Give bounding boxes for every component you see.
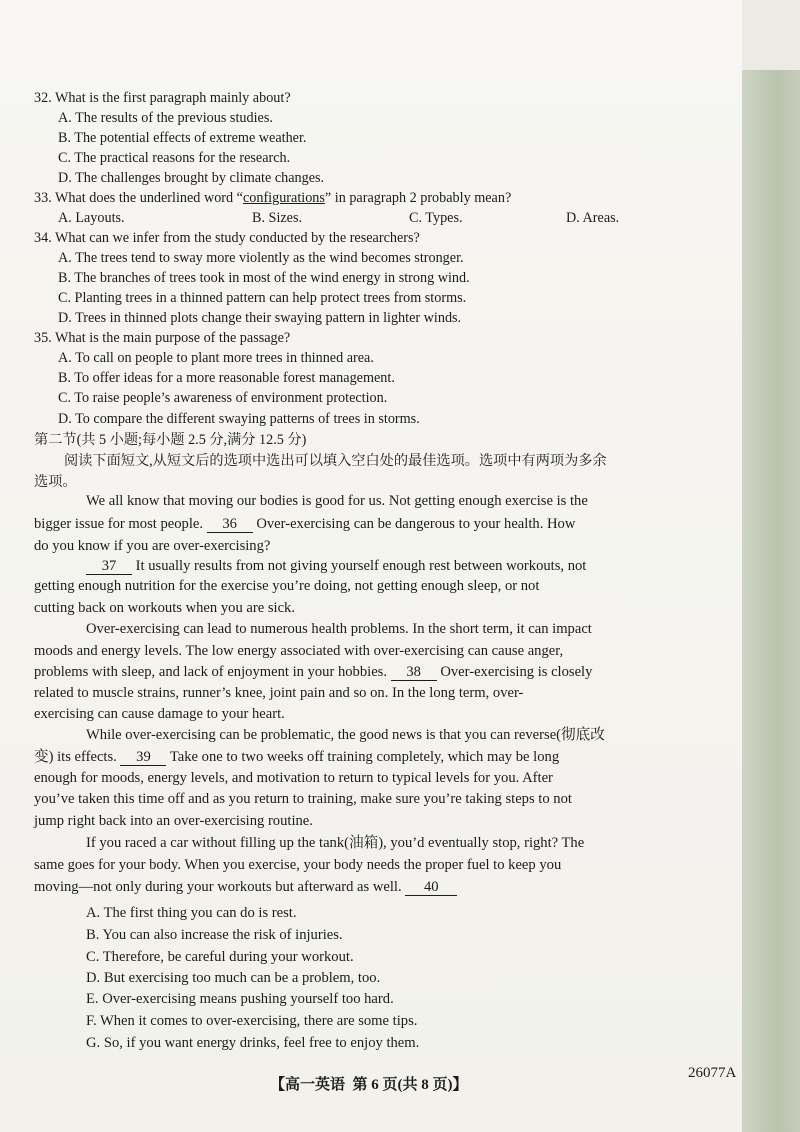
question-35-option-a: A. To call on people to plant more trees in thinned area. — [58, 350, 374, 366]
passage-p2-line2: getting enough nutrition for the exercise you’re doing, not getting enough sleep, or not — [34, 578, 540, 594]
question-33-option-b: B. Sizes. — [252, 210, 303, 226]
choice-c: C. Therefore, be careful during your workout. — [86, 949, 354, 965]
passage-p1-line1: We all know that moving our bodies is good for us. Not getting enough exercise is the — [86, 493, 588, 509]
passage-p2-line1: 37 It usually results from not giving yourself enough rest between workouts, not — [86, 557, 586, 575]
choice-d: D. But exercising too much can be a problem, too. — [86, 970, 381, 986]
question-35-option-c: C. To raise people’s awareness of environment protection. — [58, 390, 388, 406]
blank-37[interactable]: 37 — [86, 559, 132, 575]
blank-39[interactable]: 39 — [120, 750, 166, 766]
passage-p1-line2: bigger issue for most people. 36 Over-exercising can be dangerous to your health. How — [34, 516, 576, 532]
question-33-stem: 33. What does the underlined word “configurations” in paragraph 2 probably mean? — [34, 190, 512, 206]
question-33-option-c: C. Types. — [409, 210, 463, 226]
passage-p2-line3: cutting back on workouts when you are sick. — [34, 600, 296, 616]
question-35-option-b: B. To offer ideas for a more reasonable forest management. — [58, 370, 395, 386]
blank-36[interactable]: 36 — [207, 517, 253, 533]
passage-p4-line1: While over-exercising can be problematic, the good news is that you can reverse(彻底改 — [86, 727, 605, 743]
passage-p3-line1: Over-exercising can lead to numerous health problems. In the short term, it can impact — [86, 621, 592, 637]
section-2-instruction: 阅读下面短文,从短文后的选项中选出可以填入空白处的最佳选项。选项中有两项为多余 — [64, 453, 607, 469]
passage-p3-line3: problems with sleep, and lack of enjoyment in your hobbies. 38 Over-exercising is closely — [34, 664, 593, 680]
background-green-sheet — [742, 70, 800, 1132]
question-32-option-c: C. The practical reasons for the research. — [58, 150, 291, 166]
choice-f: F. When it comes to over-exercising, there are some tips. — [86, 1013, 418, 1029]
question-32-option-a: A. The results of the previous studies. — [58, 110, 273, 126]
choice-g: G. So, if you want energy drinks, feel free to enjoy them. — [86, 1035, 420, 1051]
question-32-stem: 32. What is the first paragraph mainly about? — [34, 90, 291, 106]
footer-subject: 【高一英语 — [270, 1077, 346, 1093]
passage-p4-line4: you’ve taken this time off and as you return to training, make sure you’re taking steps to not — [34, 791, 572, 807]
question-34-option-b: B. The branches of trees took in most of the wind energy in strong wind. — [58, 270, 470, 286]
question-35-option-d: D. To compare the different swaying patterns of trees in storms. — [58, 411, 420, 427]
question-34-stem: 34. What can we infer from the study conducted by the researchers? — [34, 230, 420, 246]
choice-e: E. Over-exercising means pushing yourself too hard. — [86, 991, 394, 1007]
passage-p3-line2: moods and energy levels. The low energy associated with over-exercising can cause anger, — [34, 643, 564, 659]
passage-p4-line5: jump right back into an over-exercising routine. — [34, 813, 313, 829]
passage-p1-line3: do you know if you are over-exercising? — [34, 538, 271, 554]
section-2-instruction-cont: 选项。 — [34, 474, 77, 490]
question-33-option-d: D. Areas. — [566, 210, 620, 226]
blank-38[interactable]: 38 — [391, 665, 437, 681]
passage-p3-line5: exercising can cause damage to your heart. — [34, 706, 285, 722]
question-34-option-a: A. The trees tend to sway more violently as the wind becomes stronger. — [58, 250, 464, 266]
question-32-option-b: B. The potential effects of extreme weather. — [58, 130, 307, 146]
question-32-option-d: D. The challenges brought by climate changes. — [58, 170, 325, 186]
background-surface — [742, 0, 800, 70]
passage-p5-line3: moving—not only during your workouts but afterward as well. 40 — [34, 878, 457, 896]
page-footer — [270, 1073, 468, 1094]
passage-p5-line2: same goes for your body. When you exercise, your body needs the proper fuel to keep you — [34, 857, 562, 873]
choice-b: B. You can also increase the risk of injuries. — [86, 927, 343, 943]
underlined-word: configurations — [242, 190, 325, 206]
question-35-stem: 35. What is the main purpose of the passage? — [34, 330, 291, 346]
section-2-heading: 第二节(共 5 小题;每小题 2.5 分,满分 12.5 分) — [34, 432, 307, 448]
passage-p4-line2: 变) its effects. 39 Take one to two weeks off training completely, which may be long — [34, 749, 560, 765]
choice-a: A. The first thing you can do is rest. — [86, 905, 297, 921]
question-33-option-a: A. Layouts. — [58, 210, 125, 226]
blank-40[interactable]: 40 — [405, 880, 457, 896]
footer-page-number: 第 6 页(共 8 页)】 — [352, 1077, 468, 1093]
question-34-option-d: D. Trees in thinned plots change their swaying pattern in lighter winds. — [58, 310, 462, 326]
passage-p3-line4: related to muscle strains, runner’s knee, joint pain and so on. In the long term, over- — [34, 685, 524, 701]
passage-p4-line3: enough for moods, energy levels, and motivation to return to typical levels for you. After — [34, 770, 553, 786]
exam-code: 26077A — [688, 1065, 737, 1081]
passage-p5-line1: If you raced a car without filling up the tank(油箱), you’d eventually stop, right? The — [86, 835, 585, 851]
question-34-option-c: C. Planting trees in a thinned pattern can help protect trees from storms. — [58, 290, 467, 306]
